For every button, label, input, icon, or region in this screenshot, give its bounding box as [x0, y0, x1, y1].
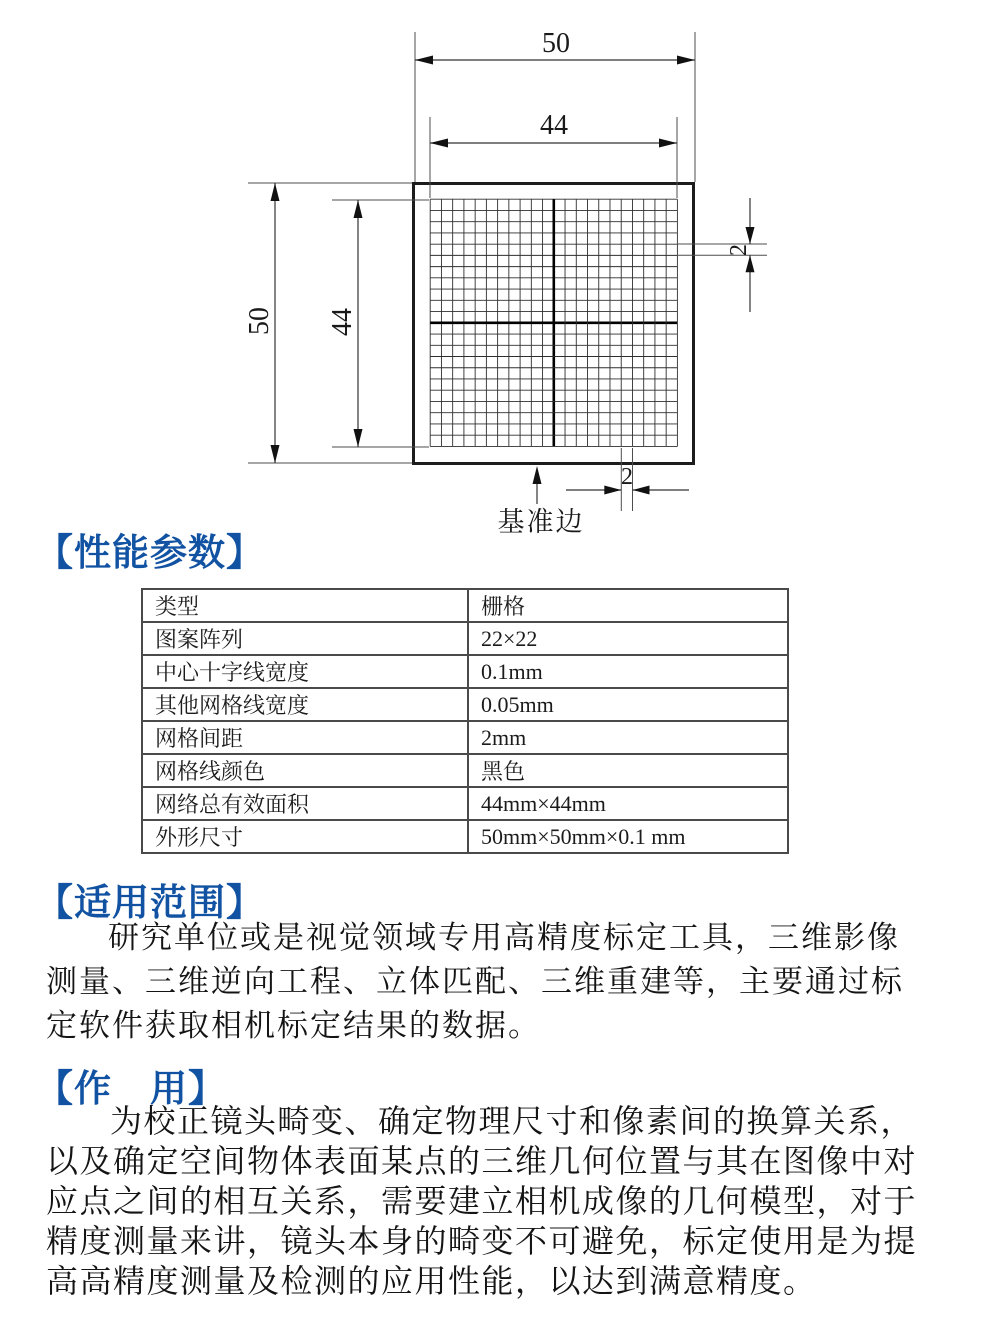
table-row	[142, 589, 788, 622]
paragraph-line: 定软件获取相机标定结果的数据。	[46, 1008, 541, 1043]
arrowhead-up	[271, 183, 280, 201]
arrowhead-up	[354, 200, 363, 218]
arrowhead-right	[677, 56, 695, 65]
spec-label-cell: 外形尺寸	[142, 820, 468, 853]
arrowhead-down	[271, 445, 280, 463]
spec-label-cell: 网络总有效面积	[142, 787, 468, 820]
spec-value-cell: 0.1mm	[468, 655, 788, 688]
arrowhead-left	[430, 139, 448, 148]
arrowhead-up	[746, 255, 755, 272]
arrowhead-down	[354, 429, 363, 447]
section-title-scope: 【适用范围】	[36, 882, 264, 923]
dim-label-pitch-right: 2	[726, 244, 752, 256]
spec-label-cell: 图案阵列	[142, 622, 468, 655]
spec-table	[141, 588, 789, 854]
arrowhead-left	[415, 56, 433, 65]
spec-value-cell: 44mm×44mm	[468, 787, 788, 820]
paragraph-line: 以及确定空间物体表面某点的三维几何位置与其在图像中对	[46, 1143, 918, 1179]
section-title-function: 【作 用】	[36, 1068, 226, 1109]
spec-label-cell: 中心十字线宽度	[142, 655, 468, 688]
table-row	[142, 721, 788, 754]
paragraph-line: 精度测量来讲，镜头本身的畸变不可避免，标定使用是为提	[46, 1223, 918, 1259]
spec-value-cell: 0.05mm	[468, 688, 788, 721]
scope-paragraph	[46, 916, 954, 1048]
table-row	[142, 820, 788, 853]
paragraph-line: 应点之间的相互关系，需要建立相机成像的几何模型，对于	[46, 1183, 918, 1219]
dim-top-outer	[415, 28, 695, 182]
spec-value-cell: 50mm×50mm×0.1 mm	[468, 820, 788, 853]
spec-label-cell: 网格间距	[142, 721, 468, 754]
dim-label-outer-width: 50	[542, 28, 570, 59]
spec-label-cell: 类型	[142, 589, 468, 622]
arrowhead-left	[633, 486, 650, 495]
table-row	[142, 688, 788, 721]
baseline-edge-callout	[498, 466, 585, 537]
spec-label-cell: 网格线颜色	[142, 754, 468, 787]
paragraph-line: 测量、三维逆向工程、立体匹配、三维重建等，主要通过标	[46, 964, 904, 999]
section-title-specs: 【性能参数】	[36, 532, 264, 573]
spec-value-cell: 22×22	[468, 622, 788, 655]
dim-label-pitch-bottom: 2	[621, 464, 633, 490]
spec-value-cell: 栅格	[468, 589, 788, 622]
arrowhead-right	[604, 486, 621, 495]
table-row	[142, 622, 788, 655]
arrowhead-up	[533, 466, 542, 484]
spec-value-cell: 黑色	[468, 754, 788, 787]
paragraph-line: 高高精度测量及检测的应用性能，以达到满意精度。	[46, 1263, 817, 1299]
table-row	[142, 787, 788, 820]
arrowhead-right	[659, 139, 677, 148]
paragraph-line: 研究单位或是视觉领域专用高精度标定工具，三维影像	[108, 920, 900, 955]
dim-label-outer-height: 50	[244, 307, 275, 335]
baseline-edge-label: 基准边	[497, 507, 585, 537]
dim-label-inner-width: 44	[540, 110, 568, 141]
spec-label-cell: 其他网格线宽度	[142, 688, 468, 721]
technical-drawing	[0, 0, 1000, 545]
dim-label-inner-height: 44	[327, 308, 358, 336]
arrowhead-down	[746, 227, 755, 244]
paragraph-line: 为校正镜头畸变、确定物理尺寸和像素间的换算关系，	[110, 1103, 915, 1139]
spec-value-cell: 2mm	[468, 721, 788, 754]
function-paragraph	[46, 1101, 954, 1301]
table-row	[142, 655, 788, 688]
table-row	[142, 754, 788, 787]
